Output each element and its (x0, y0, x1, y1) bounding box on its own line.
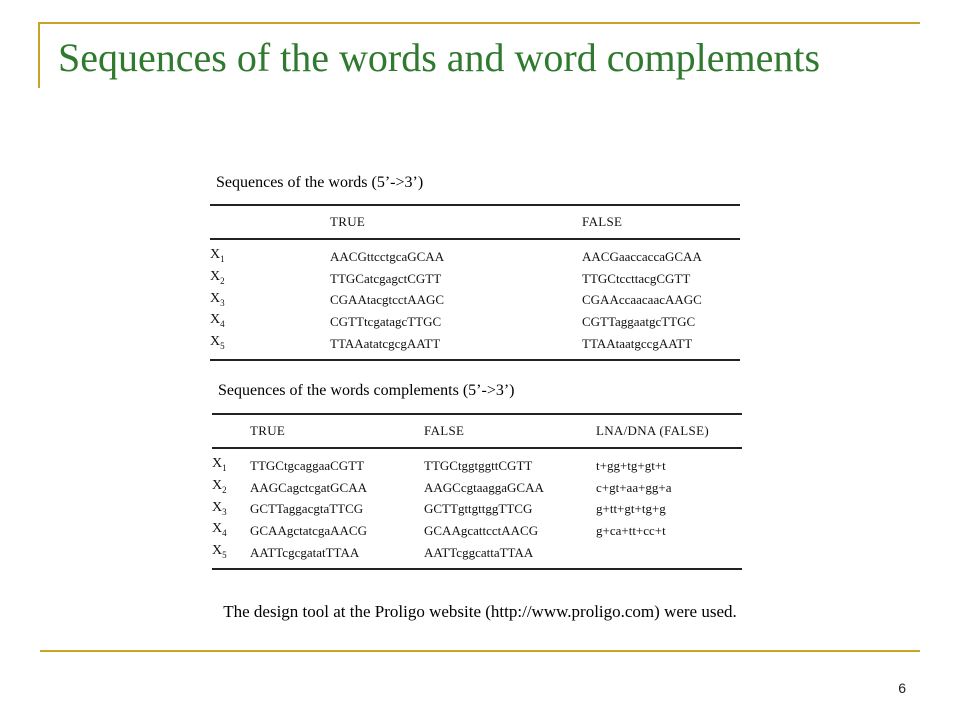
sequence-cell: TTAAtaatgccgAATT (582, 333, 740, 360)
row-label (212, 448, 250, 477)
column-header (210, 205, 330, 239)
sequence-cell: TTGCtggtggttCGTT (424, 457, 533, 473)
row-label-text: X (210, 312, 221, 328)
row-label-subscript: 5 (220, 340, 225, 351)
table-row (212, 499, 742, 521)
sequence-cell: CGTTaggaatgcTTGC (582, 314, 696, 330)
row-label-text: X (212, 543, 223, 559)
sequence-cell: AATTcggcattaTTAA (424, 542, 596, 569)
words-table-caption: Sequences of the words (5’->3’) (216, 174, 424, 191)
sequence-cell: CGAAccaacaacAAGC (582, 292, 702, 308)
row-label-subscript: 3 (220, 297, 225, 308)
sequence-cell: GCTTaggacgtaTTCG (250, 501, 364, 517)
column-header (212, 414, 250, 448)
row-label (210, 239, 330, 268)
row-label (212, 542, 250, 569)
table-row (212, 520, 742, 542)
sequence-cell: CGAAtacgtcctAAGC (330, 292, 445, 308)
table-row (210, 311, 740, 333)
row-label-text: X (210, 268, 221, 284)
sequence-cell: t+gg+tg+gt+t (596, 457, 666, 473)
table-row (210, 268, 740, 290)
row-label-subscript: 3 (222, 506, 227, 517)
table-header-row (210, 205, 740, 239)
table-header-row (212, 414, 742, 448)
sequence-cell: GCTTgttgttggTTCG (424, 501, 533, 517)
footnote: The design tool at the Proligo website (http://www.proligo.com) were used. (223, 602, 737, 621)
sequence-cell: TTGCtgcaggaaCGTT (250, 457, 365, 473)
words-table (210, 204, 740, 361)
table-row (210, 290, 740, 312)
column-header-true: TRUE (250, 414, 424, 448)
sequence-cell: TTAAatatcgcgAATT (330, 333, 582, 360)
row-label-text: X (210, 290, 221, 306)
sequence-cell: AAGCagctcgatGCAA (250, 479, 367, 495)
complements-table (212, 413, 742, 570)
table-row (210, 239, 740, 268)
row-label-subscript: 2 (220, 275, 225, 286)
complements-table-caption: Sequences of the words complements (5’->3’) (218, 382, 515, 399)
row-label (212, 499, 250, 521)
title-accent-bar (38, 22, 40, 88)
sequence-cell: c+gt+aa+gg+a (596, 479, 672, 495)
sequence-cell (596, 542, 742, 569)
bottom-rule (40, 650, 920, 652)
row-label-subscript: 5 (222, 549, 227, 560)
top-rule (40, 22, 920, 24)
column-header-lna-dna: LNA/DNA (FALSE) (596, 414, 742, 448)
row-label-subscript: 1 (220, 253, 225, 264)
sequence-cell: GCAAgcattcctAACG (424, 523, 539, 539)
column-header-false: FALSE (424, 414, 596, 448)
row-label-subscript: 2 (222, 484, 227, 495)
row-label-text: X (212, 456, 223, 471)
sequence-cell: TTGCtccttacgCGTT (582, 270, 691, 286)
row-label (212, 520, 250, 542)
sequence-cell: CGTTtcgatagcTTGC (330, 314, 442, 330)
row-label-text: X (210, 247, 221, 262)
row-label-text: X (212, 477, 223, 493)
sequence-cell: g+ca+tt+cc+t (596, 523, 666, 539)
sequence-cell: AATTcgcgatatTTAA (250, 542, 424, 569)
row-label (212, 477, 250, 499)
table-row (212, 542, 742, 569)
row-label-subscript: 4 (222, 528, 227, 539)
row-label-text: X (212, 521, 223, 537)
sequence-cell: AAGCcgtaaggaGCAA (424, 479, 544, 495)
sequence-cell: TTGCatcgagctCGTT (330, 270, 442, 286)
column-header-false: FALSE (582, 205, 740, 239)
table-row (212, 477, 742, 499)
row-label-text: X (212, 499, 223, 515)
row-label (210, 333, 330, 360)
page-number: 6 (898, 680, 906, 696)
sequence-cell: AACGaaccaccaGCAA (582, 248, 702, 264)
row-label-subscript: 4 (220, 319, 225, 330)
sequence-cell: AACGttcctgcaGCAA (330, 248, 445, 264)
sequence-cell: g+tt+gt+tg+g (596, 501, 666, 517)
table-row (210, 333, 740, 360)
row-label (210, 290, 330, 312)
row-label (210, 268, 330, 290)
row-label-subscript: 1 (222, 462, 227, 473)
table-row (212, 448, 742, 477)
sequence-cell: GCAAgctatcgaAACG (250, 523, 367, 539)
slide-title: Sequences of the words and word complements (58, 35, 821, 80)
row-label (210, 311, 330, 333)
column-header-true: TRUE (330, 205, 582, 239)
row-label-text: X (210, 334, 221, 350)
